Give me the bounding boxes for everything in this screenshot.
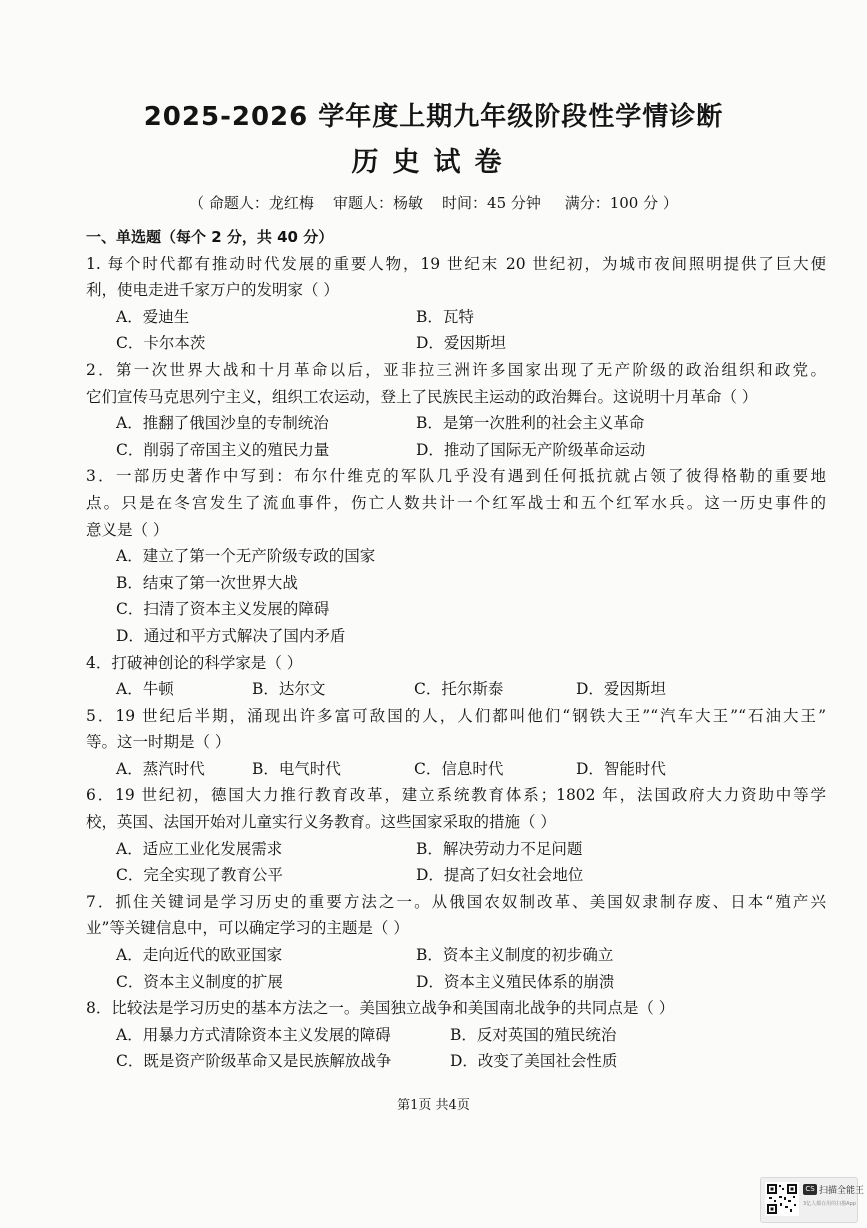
- option-a: A．爱迪生: [116, 307, 190, 326]
- option-b: B．瓦特: [416, 307, 474, 326]
- option-a: A．用暴力方式清除资本主义发展的障碍: [116, 1025, 391, 1044]
- option-d: D．爱因斯坦: [416, 334, 506, 353]
- question-line: 5．19 世纪后半期，涌现出许多富可敌国的人，人们都叫他们“钢铁大王”“汽车大王”“石油大王”: [86, 706, 826, 725]
- question-line: 4．打破神创论的科学家是（ ）: [86, 653, 303, 672]
- question-line: 6．19 世纪初，德国大力推行教育改革，建立系统教育体系；1802 年，法国政府大力资助中等学: [86, 786, 826, 805]
- scanner-watermark: [760, 1177, 865, 1223]
- option-d: D．改变了美国社会性质: [450, 1052, 618, 1071]
- option-row: [86, 676, 826, 703]
- question-line: 7．抓住关键词是学习历史的重要方法之一。从俄国农奴制改革、美国奴隶制存废、日本“殖产兴: [86, 892, 826, 911]
- option-row: [86, 330, 826, 357]
- exam-title: 2025-2026 学年度上期九年级阶段性学情诊断: [143, 102, 724, 132]
- option-row: [86, 304, 826, 331]
- option-row: [86, 836, 826, 863]
- option-row: [86, 410, 826, 437]
- option-c: C．信息时代: [414, 759, 504, 778]
- option-a: A．推翻了俄国沙皇的专制统治: [116, 414, 329, 433]
- section-heading: 一、单选题（每个 2 分，共 40 分）: [86, 228, 334, 246]
- option-d: D．通过和平方式解决了国内矛盾: [116, 626, 346, 645]
- qr-code-icon: [765, 1182, 799, 1216]
- option-row: [86, 623, 826, 650]
- option-a: A．适应工业化发展需求: [116, 839, 283, 858]
- option-c: C．卡尔本茨: [116, 334, 206, 353]
- option-c: C．完全实现了教育公平: [116, 866, 283, 885]
- option-a: A．走向近代的欧亚国家: [116, 946, 283, 965]
- option-row: [86, 969, 826, 996]
- option-d: D．资本主义殖民体系的崩溃: [416, 972, 615, 991]
- question-line: 等。这一时期是（ ）: [86, 733, 231, 752]
- option-b: B．结束了第一次世界大战: [116, 573, 298, 592]
- camscanner-logo-icon: CS: [803, 1184, 817, 1195]
- option-row: [86, 1048, 826, 1075]
- option-c: C．托尔斯泰: [414, 680, 504, 699]
- option-d: D．智能时代: [576, 759, 666, 778]
- option-c: C．削弱了帝国主义的殖民力量: [116, 440, 330, 459]
- question-line: 3．一部历史著作中写到：布尔什维克的军队几乎没有遇到任何抵抗就占领了彼得格勒的重要地: [86, 467, 826, 486]
- option-b: B．解决劳动力不足问题: [416, 839, 583, 858]
- option-row: [86, 543, 826, 570]
- option-d: D．爱因斯坦: [576, 680, 666, 699]
- option-c: C．扫清了资本主义发展的障碍: [116, 600, 330, 619]
- option-row: [86, 570, 826, 597]
- question-line: 利，使电走进千家万户的发明家（ ）: [86, 281, 339, 300]
- option-b: B．资本主义制度的初步确立: [416, 946, 614, 965]
- question-line: 业”等关键信息中，可以确定学习的主题是（ ）: [86, 919, 409, 938]
- exam-info: （ 命题人：龙红梅 审题人：杨敏 时间：45 分钟 满分：100 分 ）: [189, 194, 678, 212]
- option-row: [86, 1022, 826, 1049]
- option-row: [86, 942, 826, 969]
- scanner-app-name: 扫描全能王: [819, 1186, 865, 1196]
- option-a: A．蒸汽时代: [116, 759, 205, 778]
- option-b: B．电气时代: [252, 759, 341, 778]
- question-line: 点。只是在冬宫发生了流血事件，伤亡人数共计一个红军战士和五个红军水兵。这一历史事件的: [86, 493, 826, 512]
- question-line: 校，英国、法国开始对儿童实行义务教育。这些国家采取的措施（ ）: [86, 813, 556, 832]
- scanner-tagline: 3亿人都在用的扫描App: [803, 1201, 856, 1207]
- option-b: B．是第一次胜利的社会主义革命: [416, 414, 645, 433]
- option-c: C．资本主义制度的扩展: [116, 972, 283, 991]
- option-row: [86, 756, 826, 783]
- question-line: 1. 每个时代都有推动时代发展的重要人物，19 世纪末 20 世纪初，为城市夜间照明提供了巨大便: [86, 254, 826, 273]
- option-a: A．建立了第一个无产阶级专政的国家: [116, 547, 376, 566]
- option-b: B．反对英国的殖民统治: [450, 1025, 617, 1044]
- question-line: 意义是（ ）: [86, 520, 169, 539]
- option-row: [86, 437, 826, 464]
- question-line: 它们宣传马克思列宁主义，组织工农运动，登上了民族民主运动的政治舞台。这说明十月革命（ ）: [86, 387, 758, 406]
- option-d: D．推动了国际无产阶级革命运动: [416, 440, 646, 459]
- option-c: C．既是资产阶级革命又是民族解放战争: [116, 1052, 392, 1071]
- option-b: B．达尔文: [252, 680, 326, 699]
- question-body: [86, 224, 826, 1075]
- page-number: 第1页 共4页: [397, 1098, 470, 1113]
- exam-subtitle: 历史试卷: [351, 147, 516, 178]
- option-row: [86, 862, 826, 889]
- question-line: 2．第一次世界大战和十月革命以后，亚非拉三洲许多国家出现了无产阶级的政治组织和政党。: [86, 360, 826, 379]
- question-line: 8．比较法是学习历史的基本方法之一。美国独立战争和美国南北战争的共同点是（ ）: [86, 999, 675, 1018]
- option-row: [86, 596, 826, 623]
- option-a: A．牛顿: [116, 680, 174, 699]
- option-d: D．提高了妇女社会地位: [416, 866, 584, 885]
